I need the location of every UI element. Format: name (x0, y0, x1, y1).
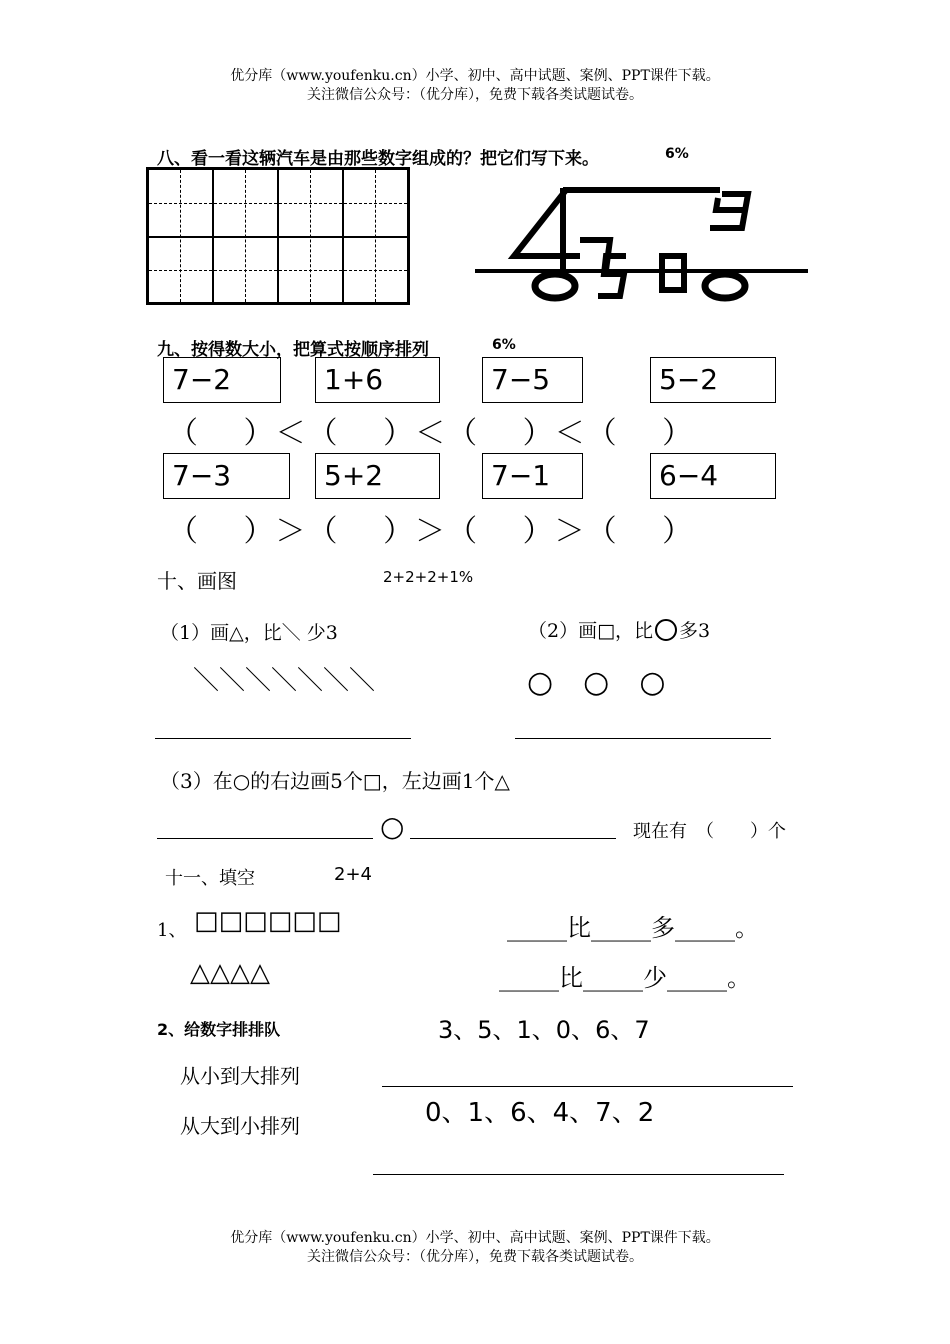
greater-than-answer-row[interactable]: （ ）＞（ ）＞（ ）＞（ ） (168, 514, 695, 549)
section11-title: 十一、填空 (165, 868, 255, 889)
truck-figure (470, 180, 815, 310)
descending-answer-line[interactable] (373, 1174, 784, 1175)
q3-left-answer-line[interactable] (157, 838, 373, 839)
truck-wheel-right (705, 274, 745, 298)
q1-prompt: （1）画△，比＼ 少3 (160, 622, 338, 644)
triangles-row: △△△△ (190, 958, 270, 988)
squares-row: □□□□□□ (194, 906, 342, 936)
section8-score: 6% (665, 146, 689, 162)
expr-box: 6−4 (650, 453, 776, 499)
expr-box: 7−1 (482, 453, 583, 499)
q1-answer-line[interactable] (155, 738, 411, 739)
truck-digit-5-shape (598, 256, 626, 296)
q2-prompt (528, 616, 710, 643)
compare-less-blank[interactable]: _____比_____少_____。 (499, 964, 751, 992)
descending-label: 从大到小排列 (180, 1114, 300, 1138)
expr-box: 5+2 (315, 453, 440, 499)
q3-prompt: （3）在○的右边画5个□，左边画1个△ (160, 769, 510, 793)
expr-box: 7−2 (163, 357, 281, 403)
header-line-1: 优分库（www.youfenku.cn）小学、初中、高中试题、案例、PPT课件下载。 (230, 68, 720, 84)
section9-score: 6% (492, 337, 516, 353)
less-than-answer-row[interactable]: （ ）＜（ ）＜（ ）＜（ ） (168, 416, 695, 451)
q2-circle-icon (655, 619, 677, 641)
footer-line-2: 关注微信公众号：（优分库），免费下载各类试题试卷。 (307, 1249, 643, 1265)
item2-title: 2、给数字排排队 (157, 1020, 281, 1039)
q3-right-answer-line[interactable] (410, 838, 616, 839)
ascending-label: 从小到大排列 (180, 1064, 300, 1088)
expr-box: 7−3 (163, 453, 290, 499)
number-sequence-1: 3、5、1、0、6、7 (438, 1016, 650, 1044)
q2-answer-line[interactable] (515, 738, 771, 739)
backslash-figures: ＼＼＼＼＼＼＼ (193, 666, 376, 696)
q3-center-circle: ○ (380, 810, 405, 843)
number-sequence-2: 0、1、6、4、7、2 (425, 1098, 655, 1128)
truck-digit-9-shape (710, 194, 748, 228)
writing-grid[interactable] (146, 167, 410, 305)
section10-title: 十、画图 (157, 569, 237, 593)
section9-title: 九、按得数大小，把算式按顺序排列 (157, 340, 429, 360)
compare-more-blank[interactable]: _____比_____多_____。 (507, 914, 759, 942)
section10-score: 2+2+2+1% (383, 568, 474, 586)
q3-count-prompt[interactable]: 现在有 （ ）个 (633, 821, 786, 842)
truck-digit-4-shape (514, 190, 580, 256)
ascending-answer-line[interactable] (382, 1086, 793, 1087)
expr-box: 7−5 (482, 357, 583, 403)
expr-box: 5−2 (650, 357, 776, 403)
section8-title: 八、看一看这辆汽车是由那些数字组成的？把它们写下来。 (157, 149, 599, 169)
q2-prompt-prefix: （2）画□，比 (528, 620, 654, 642)
truck-wheel-left (535, 274, 575, 298)
q2-prompt-suffix: 多3 (679, 620, 711, 642)
section11-score: 2+4 (334, 864, 372, 885)
expr-box: 1+6 (315, 357, 440, 403)
footer-line-1: 优分库（www.youfenku.cn）小学、初中、高中试题、案例、PPT课件下载。 (230, 1230, 720, 1246)
circle-figures: ○ ○ ○ (527, 665, 666, 700)
header-line-2: 关注微信公众号：（优分库），免费下载各类试题试卷。 (307, 87, 643, 103)
item1-label: 1、 (157, 920, 187, 941)
